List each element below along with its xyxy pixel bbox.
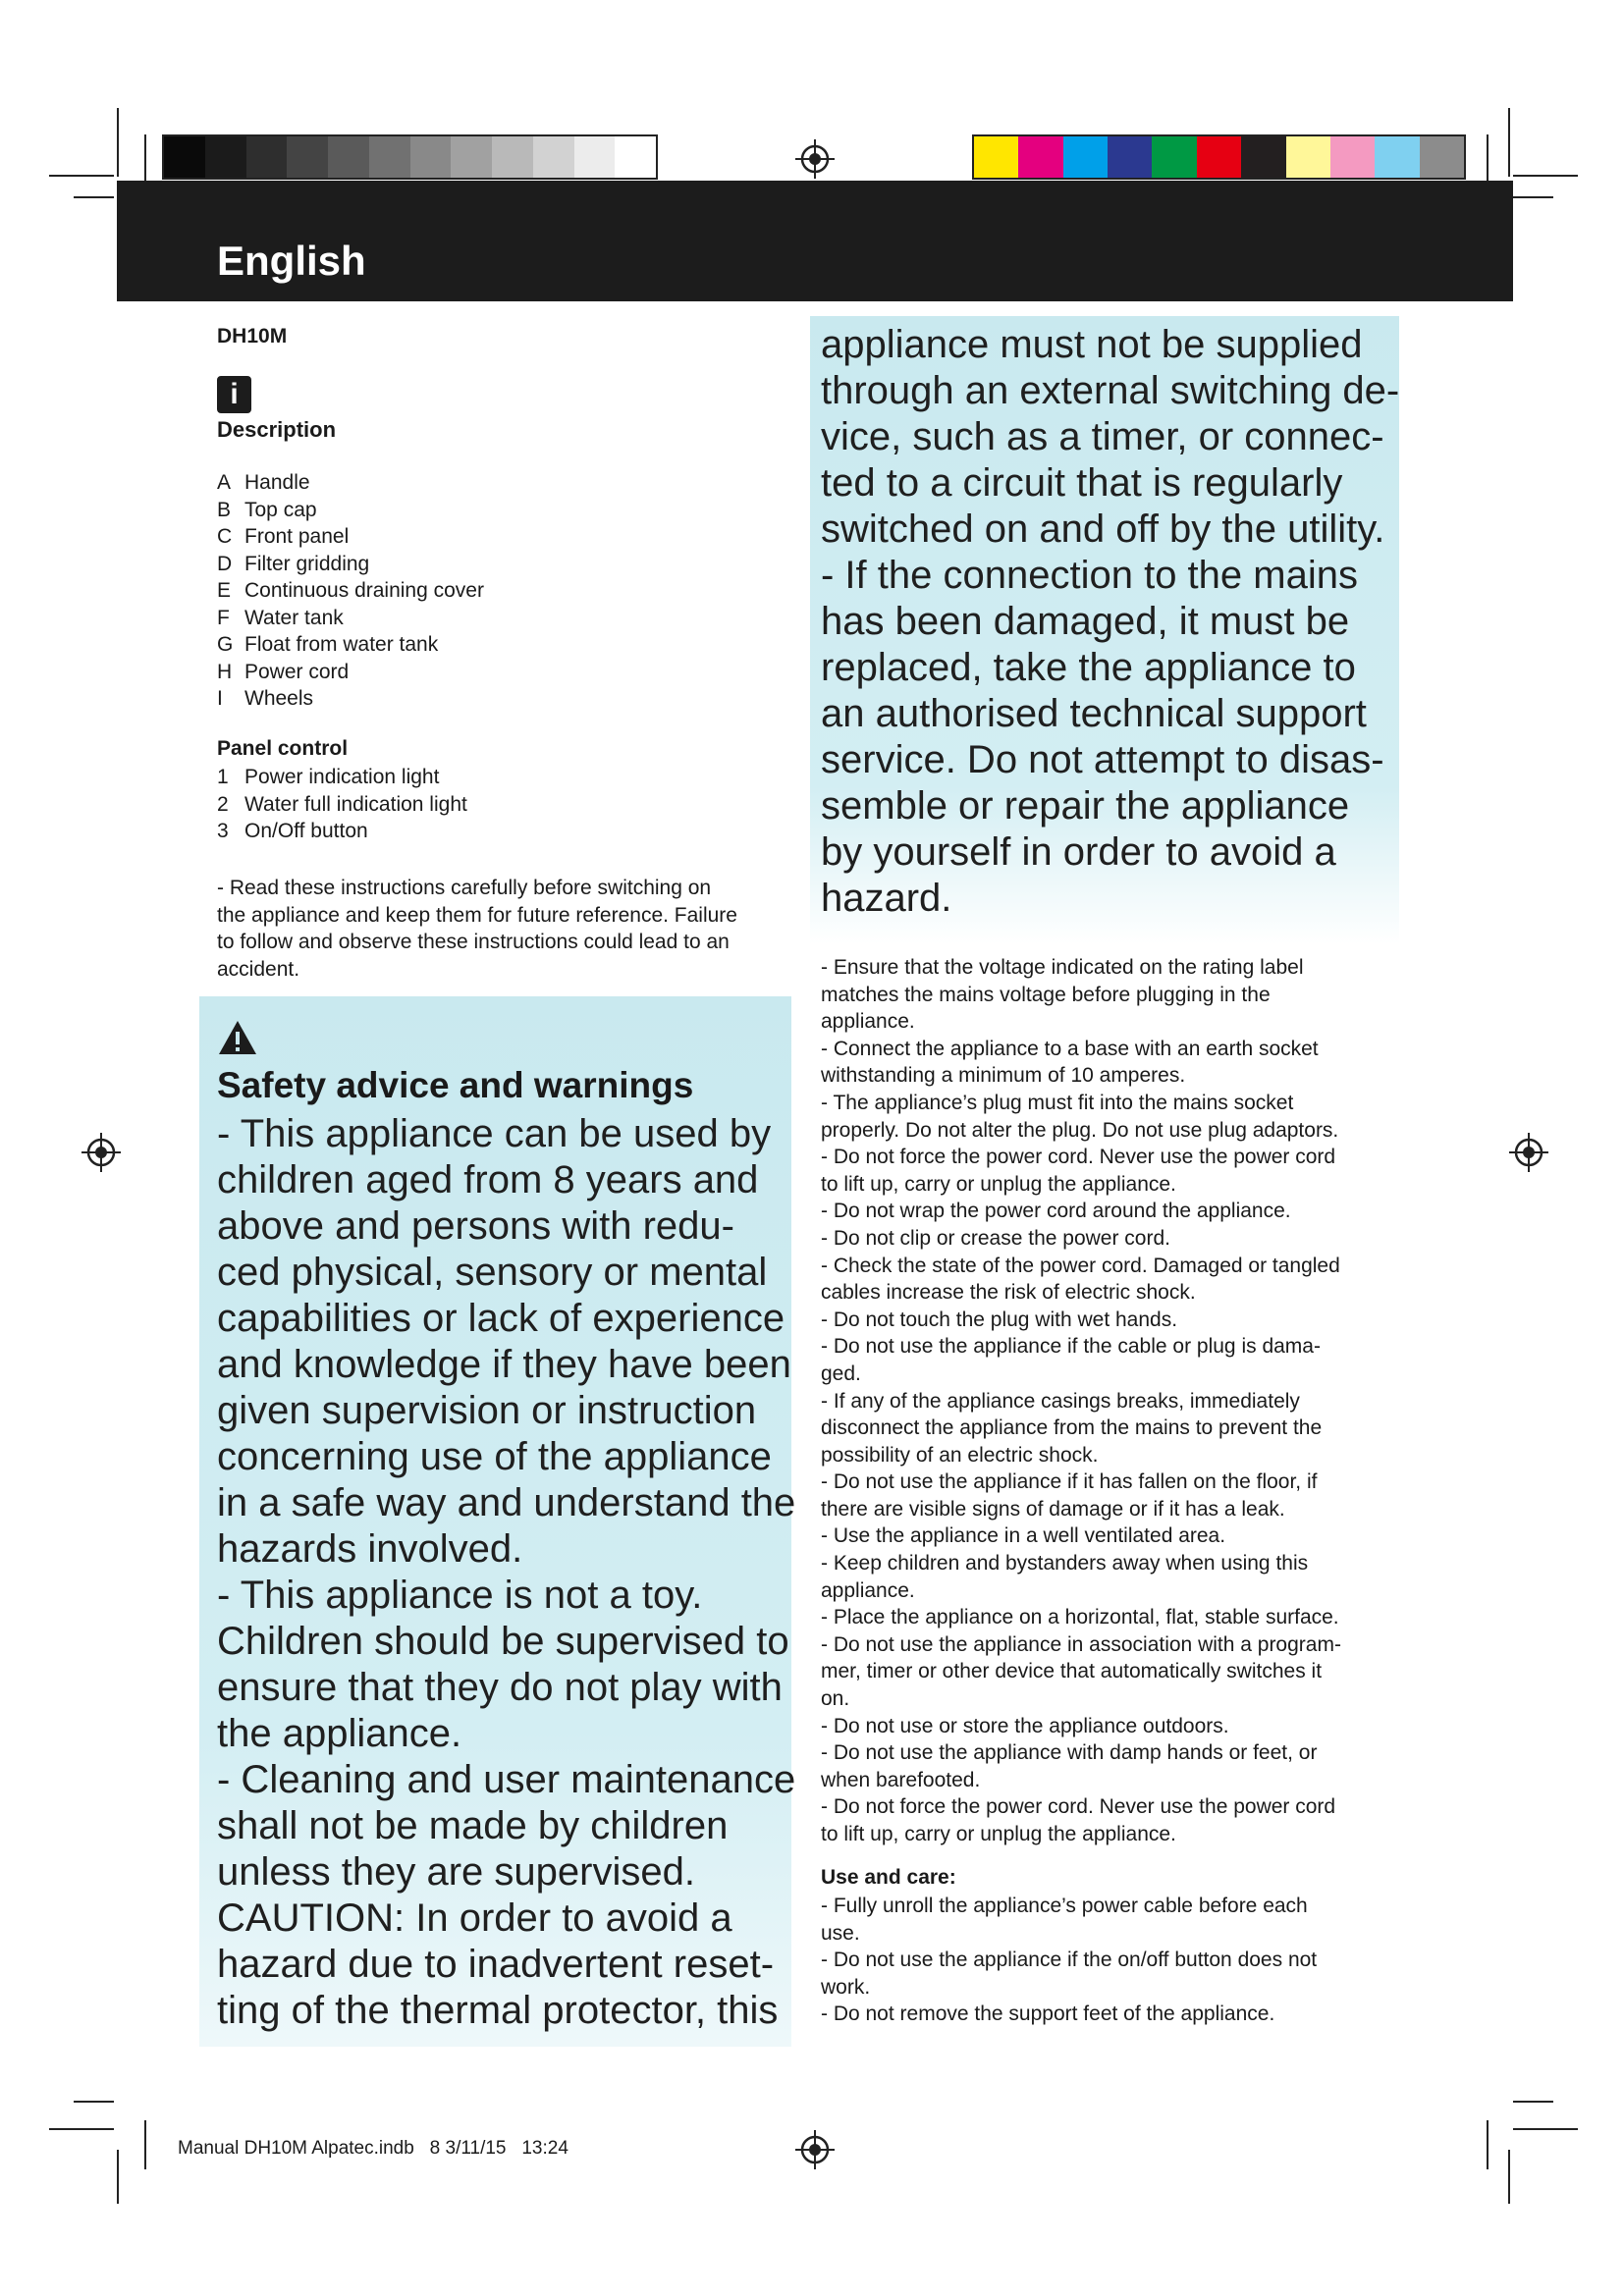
- control-label: Power indication light: [244, 766, 440, 788]
- list-item: [217, 605, 484, 632]
- text-line: ensure that they do not play with: [217, 1666, 783, 1709]
- text-line: - Do not remove the support feet of the appliance.: [821, 2002, 1275, 2025]
- text-line: accident.: [217, 957, 300, 981]
- footer-timestamp: 3/11/15 13:24: [445, 2138, 568, 2159]
- safety-text-right: [821, 322, 1399, 922]
- registration-mark-icon: [795, 139, 835, 179]
- part-letter: A: [217, 471, 232, 494]
- text-line: concerning use of the appliance: [217, 1435, 772, 1478]
- description-heading: Description: [217, 417, 337, 442]
- part-label: Power cord: [244, 660, 350, 683]
- text-line: to lift up, carry or unplug the appliance.: [821, 1172, 1176, 1196]
- text-line: - Fully unroll the appliance’s power cable before each: [821, 1895, 1308, 1917]
- text-line: - Do not use or store the appliance outdoors.: [821, 1714, 1229, 1737]
- part-label: Front panel: [244, 525, 350, 548]
- part-label: Wheels: [244, 687, 314, 710]
- text-line: has been damaged, it must be: [821, 600, 1350, 643]
- color-swatch: [1420, 136, 1464, 178]
- gray-swatch: [451, 136, 492, 178]
- text-line: appliance.: [821, 1578, 915, 1602]
- text-line: - Do not use the appliance with damp hands or feet, or: [821, 1741, 1318, 1765]
- text-line: possibility of an electric shock.: [821, 1443, 1099, 1467]
- text-line: - Connect the appliance to a base with an earth socket: [821, 1037, 1319, 1060]
- text-line: and knowledge if they have been: [217, 1343, 791, 1386]
- text-line: by yourself in order to avoid a: [821, 830, 1336, 874]
- text-line: - Do not wrap the power cord around the appliance.: [821, 1200, 1291, 1223]
- text-line: withstanding a minimum of 10 amperes.: [821, 1064, 1186, 1088]
- color-swatch: [1063, 136, 1108, 178]
- use-and-care-list: [821, 1893, 1317, 2028]
- color-swatch: [1108, 136, 1152, 178]
- text-line: - Do not force the power cord. Never use the power cord: [821, 1146, 1336, 1169]
- text-line: ting of the thermal protector, this: [217, 1989, 779, 2032]
- color-swatch: [1018, 136, 1062, 178]
- part-letter: F: [217, 606, 230, 629]
- intro-paragraph: [217, 875, 737, 983]
- text-line: vice, such as a timer, or connec-: [821, 415, 1384, 458]
- text-line: - The appliance’s plug must fit into the mains socket: [821, 1091, 1294, 1114]
- text-line: there are visible signs of damage or if it has a leak.: [821, 1497, 1285, 1521]
- gray-swatch: [492, 136, 533, 178]
- crop-mark: [1513, 2101, 1553, 2103]
- panel-control-heading: Panel control: [217, 737, 349, 760]
- print-footer: [178, 2138, 568, 2160]
- text-line: - If any of the appliance casings breaks, immediately: [821, 1389, 1300, 1413]
- color-swatch: [1375, 136, 1419, 178]
- parts-list: [217, 469, 484, 713]
- text-line: - Read these instructions carefully before switching on: [217, 877, 712, 899]
- model-number: DH10M: [217, 325, 288, 347]
- gray-swatch: [533, 136, 574, 178]
- process-color-bar: [972, 134, 1466, 180]
- color-swatch: [1330, 136, 1375, 178]
- text-line: the appliance and keep them for future reference. Failure: [217, 903, 737, 927]
- part-letter: B: [217, 498, 232, 521]
- text-line: on.: [821, 1687, 850, 1711]
- text-line: appliance.: [821, 1010, 915, 1034]
- text-line: unless they are supervised.: [217, 1850, 695, 1894]
- text-line: switched on and off by the utility.: [821, 507, 1385, 551]
- crop-mark: [117, 2150, 119, 2204]
- text-line: hazard due to inadvertent reset-: [217, 1943, 775, 1986]
- crop-mark: [74, 196, 114, 198]
- registration-mark-icon: [1509, 1133, 1548, 1172]
- part-letter: G: [217, 633, 234, 656]
- control-label: Water full indication light: [244, 792, 467, 816]
- text-line: given supervision or instruction: [217, 1389, 757, 1432]
- gray-swatch: [574, 136, 616, 178]
- text-line: - Ensure that the voltage indicated on the rating label: [821, 956, 1304, 979]
- footer-page: 8: [429, 2138, 441, 2159]
- text-line: - Do not clip or crease the power cord.: [821, 1226, 1170, 1250]
- color-swatch: [1152, 136, 1196, 178]
- part-label: Filter gridding: [244, 552, 370, 575]
- crop-mark: [1487, 2120, 1489, 2169]
- language-header: [117, 181, 1513, 301]
- crop-mark: [117, 108, 119, 177]
- text-line: ced physical, sensory or mental: [217, 1251, 768, 1294]
- color-swatch: [1286, 136, 1330, 178]
- part-label: Water tank: [244, 606, 344, 629]
- text-line: to follow and observe these instructions could lead to an: [217, 931, 730, 953]
- list-item: [217, 764, 467, 791]
- text-line: - Do not use the appliance if the cable or plug is dama-: [821, 1335, 1321, 1359]
- text-line: when barefooted.: [821, 1768, 981, 1791]
- text-line: hazards involved.: [217, 1527, 523, 1571]
- text-line: an authorised technical support: [821, 692, 1367, 735]
- crop-mark: [49, 175, 114, 177]
- list-item: [217, 818, 467, 845]
- list-item: [217, 791, 467, 819]
- text-line: hazard.: [821, 877, 952, 920]
- text-line: cables increase the risk of electric shock.: [821, 1281, 1196, 1305]
- text-line: properly. Do not alter the plug. Do not use plug adaptors.: [821, 1118, 1339, 1142]
- list-item: [217, 659, 484, 686]
- part-letter: H: [217, 660, 233, 683]
- list-item: [217, 469, 484, 497]
- color-swatch: [974, 136, 1018, 178]
- color-swatch: [1241, 136, 1285, 178]
- safety-heading: Safety advice and warnings: [217, 1065, 694, 1105]
- text-line: to lift up, carry or unplug the appliance.: [821, 1823, 1176, 1845]
- part-letter: C: [217, 525, 233, 548]
- text-line: mer, timer or other device that automatically switches it: [821, 1660, 1323, 1683]
- text-line: - Do not use the appliance if the on/off button does not: [821, 1949, 1318, 1971]
- text-line: children aged from 8 years and: [217, 1158, 759, 1201]
- list-item: [217, 685, 484, 713]
- text-line: ged.: [821, 1362, 861, 1385]
- list-item: [217, 497, 484, 524]
- text-line: appliance must not be supplied: [821, 323, 1363, 366]
- text-line: - Place the appliance on a horizontal, flat, stable surface.: [821, 1606, 1339, 1629]
- gray-swatch: [246, 136, 288, 178]
- text-line: matches the mains voltage before plugging in the: [821, 983, 1271, 1006]
- part-label: Float from water tank: [244, 633, 439, 656]
- registration-mark-icon: [81, 1133, 121, 1172]
- part-label: Handle: [244, 471, 310, 494]
- text-line: - Do not force the power cord. Never use the power cord: [821, 1795, 1336, 1819]
- text-line: capabilities or lack of experience: [217, 1297, 785, 1340]
- text-line: work.: [821, 1975, 871, 1999]
- part-label: Continuous draining cover: [244, 579, 484, 602]
- warnings-list: [821, 954, 1341, 1848]
- safety-text-left: [217, 1111, 795, 2034]
- text-line: - Do not use the appliance in association with a program-: [821, 1632, 1341, 1656]
- list-item: [217, 523, 484, 551]
- text-line: service. Do not attempt to disas-: [821, 738, 1384, 781]
- text-line: ted to a circuit that is regularly: [821, 461, 1343, 505]
- list-item: [217, 631, 484, 659]
- text-line: - Cleaning and user maintenance: [217, 1758, 796, 1801]
- text-line: the appliance.: [217, 1712, 462, 1755]
- crop-mark: [74, 2101, 114, 2103]
- gray-swatch: [287, 136, 328, 178]
- use-and-care-heading: Use and care:: [821, 1866, 956, 1889]
- crop-mark: [1508, 2150, 1510, 2204]
- text-line: CAUTION: In order to avoid a: [217, 1896, 732, 1940]
- part-letter: D: [217, 552, 233, 575]
- info-icon: i: [217, 376, 251, 413]
- control-number: 1: [217, 766, 229, 788]
- text-line: shall not be made by children: [217, 1804, 729, 1847]
- text-line: above and persons with redu-: [217, 1204, 734, 1248]
- gray-swatch: [205, 136, 246, 178]
- gray-swatch: [328, 136, 369, 178]
- crop-mark: [144, 2120, 146, 2169]
- gray-swatch: [410, 136, 452, 178]
- text-line: - Use the appliance in a well ventilated area.: [821, 1524, 1226, 1548]
- crop-mark: [144, 134, 146, 182]
- control-label: On/Off button: [244, 820, 368, 842]
- control-number: 3: [217, 820, 229, 842]
- grayscale-color-bar: [162, 134, 658, 180]
- text-line: Children should be supervised to: [217, 1620, 789, 1663]
- text-line: - Check the state of the power cord. Damaged or tangled: [821, 1254, 1340, 1277]
- gray-swatch: [369, 136, 410, 178]
- panel-control-list: [217, 764, 467, 845]
- part-label: Top cap: [244, 498, 317, 521]
- crop-mark: [1513, 196, 1553, 198]
- gray-swatch: [615, 136, 656, 178]
- crop-mark: [49, 2128, 114, 2130]
- part-letter: E: [217, 579, 232, 602]
- text-line: - If the connection to the mains: [821, 554, 1358, 597]
- page-title: English: [217, 238, 366, 284]
- text-line: - This appliance is not a toy.: [217, 1574, 703, 1617]
- text-line: - This appliance can be used by: [217, 1112, 772, 1155]
- control-number: 2: [217, 792, 229, 816]
- list-item: [217, 551, 484, 578]
- text-line: - Do not touch the plug with wet hands.: [821, 1308, 1178, 1331]
- color-swatch: [1197, 136, 1241, 178]
- warning-icon: [217, 1019, 258, 1056]
- text-line: use.: [821, 1921, 860, 1945]
- registration-mark-icon: [795, 2130, 835, 2169]
- text-line: disconnect the appliance from the mains to prevent the: [821, 1416, 1323, 1440]
- footer-file: Manual DH10M Alpatec.indb: [178, 2138, 414, 2159]
- crop-mark: [1513, 2128, 1578, 2130]
- crop-mark: [1508, 108, 1510, 177]
- crop-mark: [1513, 175, 1578, 177]
- list-item: [217, 577, 484, 605]
- gray-swatch: [164, 136, 205, 178]
- text-line: semble or repair the appliance: [821, 784, 1350, 828]
- part-letter: I: [217, 687, 223, 710]
- text-line: - Do not use the appliance if it has fallen on the floor, if: [821, 1470, 1318, 1494]
- text-line: replaced, take the appliance to: [821, 646, 1356, 689]
- text-line: through an external switching de-: [821, 369, 1400, 412]
- text-line: - Keep children and bystanders away when using this: [821, 1552, 1309, 1575]
- text-line: in a safe way and understand the: [217, 1481, 796, 1524]
- crop-mark: [1487, 134, 1489, 182]
